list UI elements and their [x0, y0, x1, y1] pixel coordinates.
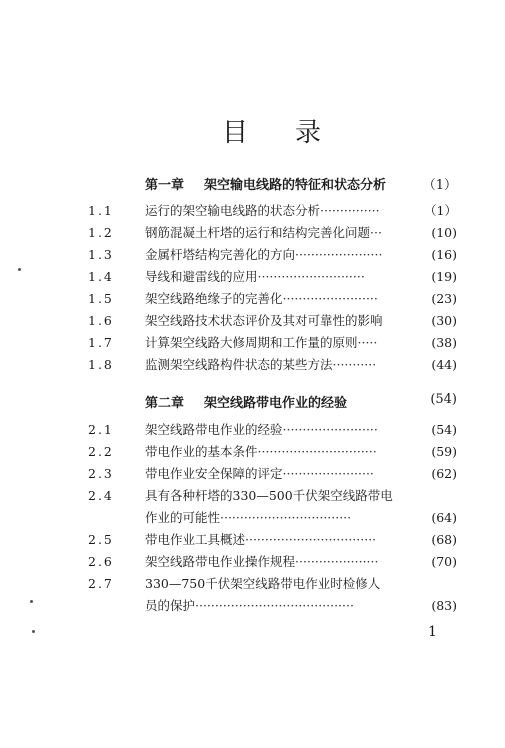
- section-title: 架空线路技术状态评价及其对可靠性的影响: [145, 313, 383, 328]
- section-number: 2.1: [88, 422, 114, 437]
- page-number: 1: [428, 624, 437, 640]
- chapter-label: 第一章: [145, 178, 185, 193]
- section-number: 1.3: [88, 247, 114, 262]
- section-page: (44): [431, 357, 457, 372]
- section-title: 具有各种杆塔的330—500千伏架空线路带电: [145, 488, 393, 503]
- section-title: 导线和避雷线的应用···························: [145, 269, 365, 284]
- section-title: 计算架空线路大修周期和工作量的原则·····: [145, 335, 378, 350]
- section-page: (83): [431, 598, 457, 613]
- section-number: 2.6: [88, 554, 114, 569]
- section-number: 1.7: [88, 335, 114, 350]
- section-title: 运行的架空输电线路的状态分析···············: [145, 203, 380, 218]
- section-number: 2.3: [88, 466, 114, 481]
- section-number: 1.6: [88, 313, 114, 328]
- section-page: (54): [431, 422, 457, 437]
- section-title: 架空线路带电作业操作规程·····················: [145, 554, 379, 569]
- section-title: 金属杆塔结构完善化的方向······················: [145, 247, 383, 262]
- section-page: (19): [431, 269, 457, 284]
- chapter-title: 架空线路带电作业的经验: [204, 396, 348, 411]
- section-page: (68): [431, 532, 457, 547]
- section-title: 钢筋混凝土杆塔的运行和结构完善化问题···: [145, 225, 382, 240]
- section-title: 架空线路绝缘子的完善化························: [145, 291, 378, 306]
- section-title: 带电作业的基本条件······························: [145, 444, 377, 459]
- chapter-page: (54): [430, 392, 457, 407]
- section-number: 1.2: [88, 225, 114, 240]
- section-page: (70): [431, 554, 457, 569]
- scan-speck: [30, 600, 33, 603]
- section-number: 1.5: [88, 291, 114, 306]
- toc-title-right: 录: [295, 118, 324, 148]
- section-title-continued: 员的保护········································: [145, 598, 354, 613]
- section-page: (16): [431, 247, 457, 262]
- section-title: 带电作业安全保障的评定·······················: [145, 466, 374, 481]
- toc-title-left: 目: [222, 118, 251, 148]
- section-page: (10): [431, 225, 457, 240]
- chapter-heading-2[interactable]: [0, 392, 505, 414]
- section-page: (38): [431, 335, 457, 350]
- section-title: 带电作业工具概述·································: [145, 532, 377, 547]
- section-title: 监测架空线路构件状态的某些方法···········: [145, 357, 377, 372]
- section-page: （1）: [424, 203, 457, 218]
- section-page: (62): [431, 466, 457, 481]
- scan-speck: [18, 268, 21, 271]
- chapter-label: 第二章: [145, 396, 185, 411]
- section-number: 1.4: [88, 269, 114, 284]
- chapter-title: 架空输电线路的特征和状态分析: [204, 178, 387, 193]
- section-number: 2.7: [88, 576, 114, 591]
- section-page: (30): [431, 313, 457, 328]
- section-number: 2.4: [88, 488, 114, 503]
- section-number: 2.5: [88, 532, 114, 547]
- section-number: 1.1: [88, 203, 114, 218]
- section-number: 2.2: [88, 444, 114, 459]
- section-number: 1.8: [88, 357, 114, 372]
- chapter-page: （1）: [422, 178, 457, 193]
- section-page: (64): [431, 510, 457, 525]
- section-title-continued: 作业的可能性·································: [145, 510, 352, 525]
- scan-speck: [32, 630, 35, 633]
- section-title: 架空线路带电作业的经验························: [145, 422, 378, 437]
- section-page: (23): [431, 291, 457, 306]
- chapter-heading-1[interactable]: [0, 174, 505, 196]
- section-page: (59): [431, 444, 457, 459]
- section-title: 330—750千伏架空线路带电作业时检修人: [145, 576, 381, 591]
